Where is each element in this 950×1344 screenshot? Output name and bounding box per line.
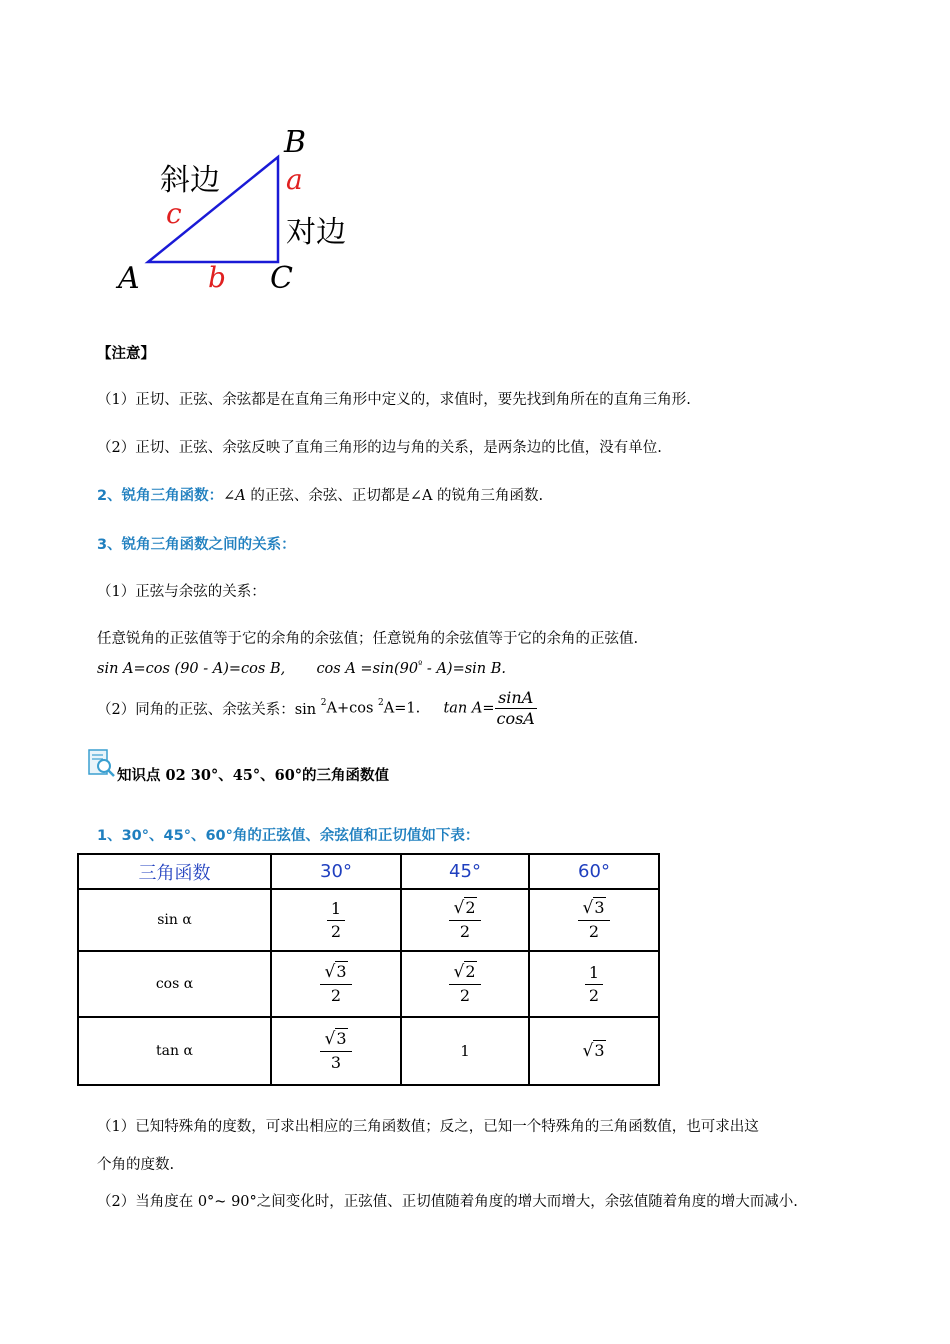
table-header-60: 60°: [529, 854, 659, 889]
row-label-sin: sin α: [78, 889, 271, 951]
sqrt-sign: √: [453, 962, 465, 982]
sqrt-sign: √: [582, 898, 594, 918]
search-document-icon: [86, 748, 116, 782]
formula-right-deg: º: [418, 660, 423, 670]
side-b-label: b: [208, 261, 226, 294]
sub2-exp2: 2: [378, 697, 384, 708]
sub2-text: （2）同角的正弦、余弦关系：sin: [97, 702, 321, 718]
sub2-end: A=1.: [383, 700, 421, 717]
tan-60-cell: [529, 1017, 659, 1085]
sqrt-sign: √: [453, 898, 465, 918]
section3-statement: 任意锐角的正弦值等于它的余角的余弦值；任意锐角的余弦值等于它的余角的正弦值.: [97, 631, 639, 647]
section2-line: [97, 484, 543, 505]
cos60-num: 1: [585, 965, 603, 985]
sin45-den: 2: [459, 922, 471, 941]
after-item-1a: （1）已知特殊角的度数，可求出相应的三角函数值；反之，已知一个特殊角的三角函数值，也可求出这: [97, 1119, 759, 1135]
section2-text: 的正弦、余弦、正切都是∠A 的锐角三角函数.: [245, 488, 544, 504]
cos30-den: 2: [330, 986, 342, 1005]
sin30-num: 1: [327, 901, 345, 921]
tan-45-cell: 1: [401, 1017, 529, 1085]
section3-formula: [97, 660, 506, 677]
sin60-radicand: 3: [594, 898, 605, 917]
side-a-label: a: [286, 163, 303, 196]
section3-sub1: （1）正弦与余弦的关系：: [97, 584, 266, 600]
cos-45-cell: [401, 951, 529, 1017]
tan30-radicand: 3: [336, 1029, 347, 1048]
knowledge-title: 知识点 02 30°、45°、60°的三角函数值: [117, 767, 390, 784]
vertex-c-label: C: [270, 261, 293, 296]
vertex-a-label: A: [118, 261, 140, 296]
cos-30-cell: [271, 951, 401, 1017]
sub2-mid: A+cos: [326, 700, 379, 717]
table-header-45: 45°: [401, 854, 529, 889]
section2-heading: 2、锐角三角函数：: [97, 488, 224, 504]
tan-fraction: [495, 690, 537, 727]
table-row: [78, 951, 659, 1017]
tan-denominator: cosA: [496, 709, 535, 728]
sin60-den: 2: [588, 922, 600, 941]
cos60-den: 2: [588, 985, 600, 1005]
triangle-diagram: [110, 125, 370, 300]
sin30-den: 2: [330, 921, 342, 941]
section2-angle: ∠A: [223, 488, 246, 504]
sin-30-cell: [271, 889, 401, 951]
formula-left: sin A=cos (90 - A)=cos B,: [97, 660, 286, 677]
tan30-den: 3: [330, 1053, 342, 1072]
after-item-1b: 个角的度数.: [97, 1157, 175, 1173]
sin-45-cell: [401, 889, 529, 951]
hypotenuse-label: 斜边: [160, 163, 220, 198]
tan60-radicand: 3: [594, 1041, 605, 1060]
note-heading: 【注意】: [97, 345, 155, 362]
formula-right-1: cos A =sin(90: [316, 660, 419, 677]
tan-numerator: sinA: [495, 690, 537, 709]
opposite-label: 对边: [286, 215, 346, 250]
tan-label: tan A=: [443, 700, 495, 717]
cos45-radicand: 2: [465, 962, 476, 981]
row-label-tan: tan α: [78, 1017, 271, 1085]
table-header-function: 三角函数: [78, 854, 271, 889]
section3-heading: 3、锐角三角函数之间的关系：: [97, 537, 296, 553]
sqrt-sign: √: [324, 1029, 336, 1049]
tan-30-cell: [271, 1017, 401, 1085]
formula-right-2: - A)=sin B.: [422, 660, 507, 677]
section3-sub2: [97, 690, 537, 727]
row-label-cos: cos α: [78, 951, 271, 1017]
cos30-radicand: 3: [336, 962, 347, 981]
vertex-b-label: B: [284, 125, 307, 160]
note-item-1: （1）正切、正弦、余弦都是在直角三角形中定义的，求值时，要先找到角所在的直角三角形.: [97, 392, 691, 408]
side-c-label: c: [166, 197, 182, 230]
sqrt-sign: √: [582, 1041, 594, 1061]
table-header-30: 30°: [271, 854, 401, 889]
trig-values-table: [77, 853, 660, 1086]
cos-60-cell: [529, 951, 659, 1017]
sin45-radicand: 2: [465, 898, 476, 917]
sqrt-sign: √: [324, 962, 336, 982]
table-header-row: [78, 854, 659, 889]
note-item-2: （2）正切、正弦、余弦反映了直角三角形的边与角的关系，是两条边的比值，没有单位.: [97, 440, 662, 456]
sub2-exp1: 2: [320, 697, 327, 708]
after-item-2: （2）当角度在 0°~ 90°之间变化时，正弦值、正切值随着角度的增大而增大，余弦值随着角度的增大而减小.: [97, 1194, 798, 1210]
table-row: [78, 1017, 659, 1085]
sin-60-cell: [529, 889, 659, 951]
table-row: [78, 889, 659, 951]
table-intro: 1、30°、45°、60°角的正弦值、余弦值和正切值如下表：: [97, 828, 480, 844]
cos45-den: 2: [459, 986, 471, 1005]
